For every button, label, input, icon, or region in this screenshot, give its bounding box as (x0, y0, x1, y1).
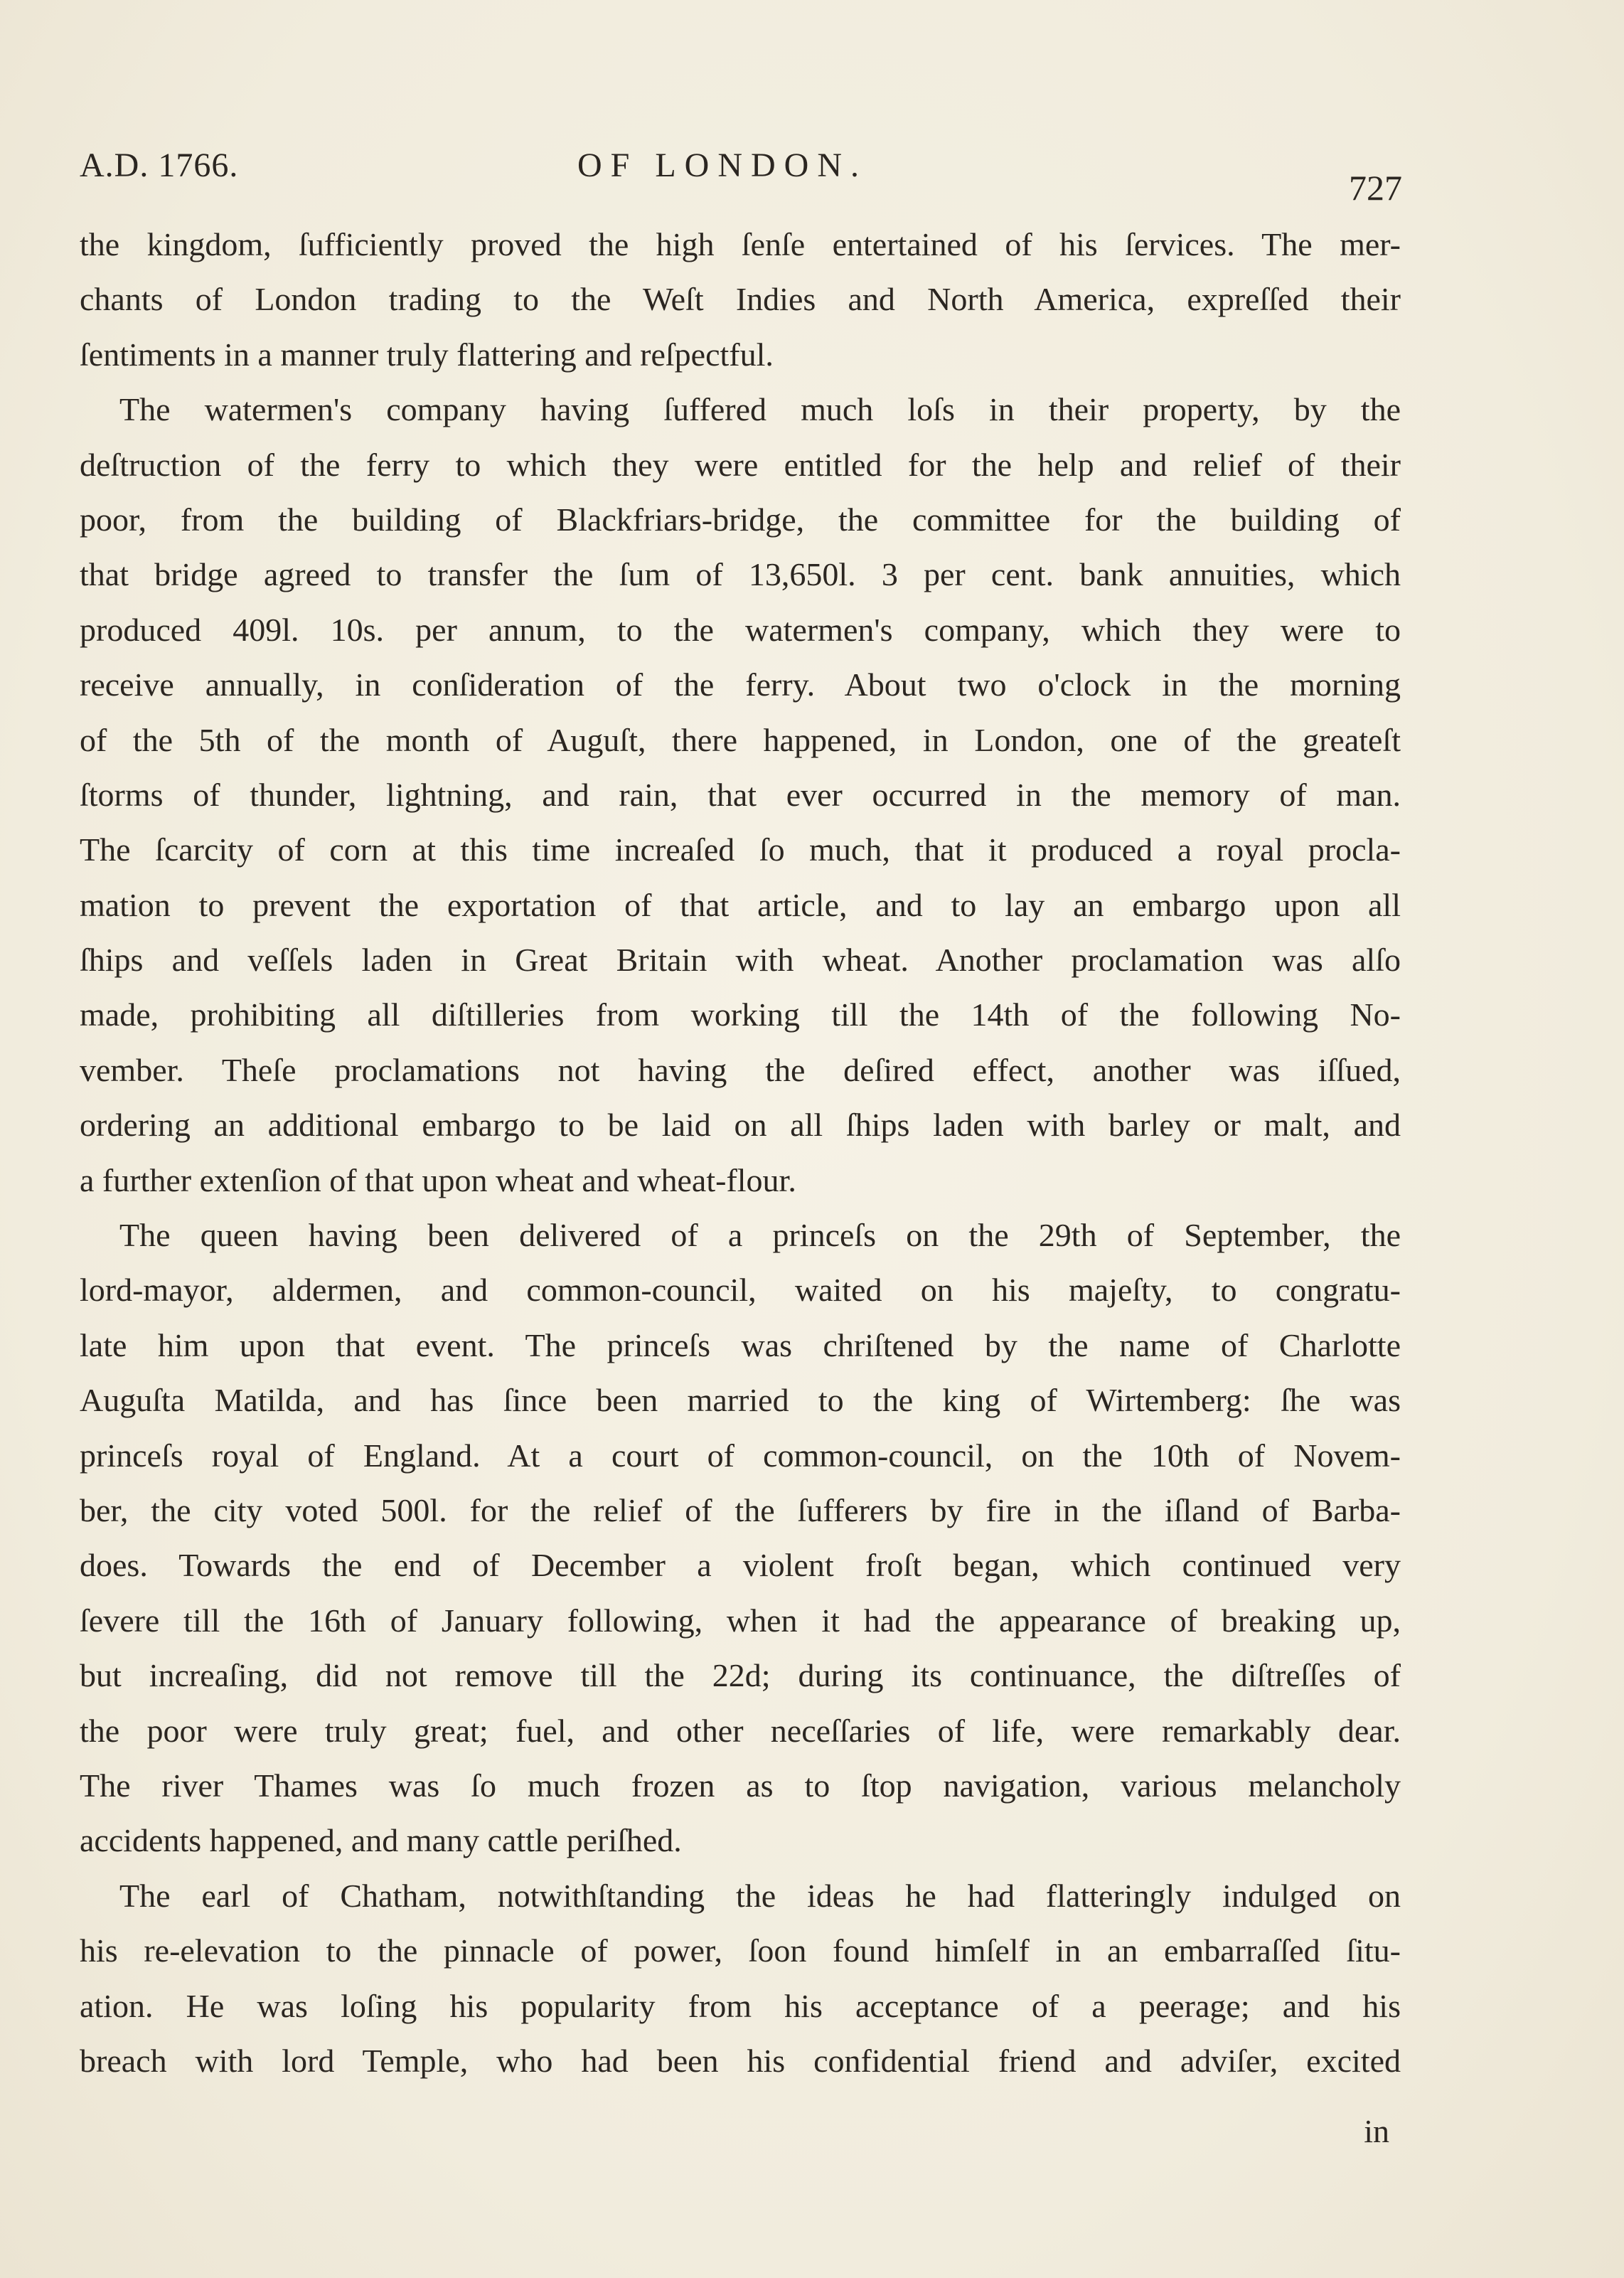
page-number: 727 (1349, 168, 1402, 208)
text-line: breach with lord Temple, who had been his confidential friend and adviſer, excited (80, 2042, 1401, 2079)
catchword: in (1364, 2113, 1389, 2149)
text-line: receive annually, in conſideration of the ferry. About two o'clock in the morning (80, 666, 1401, 703)
text-line: ation. He was loſing his popularity from his acceptance of a peerage; and his (80, 1987, 1401, 2024)
text-line: chants of London trading to the Weſt Indies and North America, expreſſed their (80, 281, 1401, 318)
text-line: late him upon that event. The princeſs was chriſtened by the name of Charlotte (80, 1326, 1401, 1363)
text-line: The earl of Chatham, notwithſtanding the ideas he had flatteringly indulged on (119, 1877, 1401, 1914)
paragraph (80, 1208, 1401, 1868)
text-line: The watermen's company having ſuffered much loſs in their property, by the (119, 391, 1401, 428)
running-header-date: A.D. 1766. (80, 147, 239, 184)
text-line: accidents happened, and many cattle periſhed. (80, 1822, 682, 1859)
text-line: The queen having been delivered of a princeſs on the 29th of September, the (119, 1217, 1401, 1254)
text-line: deſtruction of the ferry to which they were entitled for the help and relief of their (80, 446, 1401, 483)
text-line: ſtorms of thunder, lightning, and rain, that ever occurred in the memory of man. (80, 776, 1401, 813)
text-line: does. Towards the end of December a violent froſt began, which continued very (80, 1547, 1401, 1584)
text-line: the kingdom, ſufficiently proved the high ſenſe entertained of his ſervices. The mer- (80, 226, 1401, 262)
text-line: of the 5th of the month of Auguſt, there happened, in London, one of the greateſt (80, 721, 1401, 758)
text-line: a further extenſion of that upon wheat and wheat-flour. (80, 1161, 796, 1198)
text-line: ſentiments in a manner truly flattering and reſpectful. (80, 336, 774, 373)
text-line: his re-elevation to the pinnacle of power, ſoon found himſelf in an embarraſſed ſitu- (80, 1932, 1401, 1969)
text-line: that bridge agreed to transfer the ſum of 13,650l. 3 per cent. bank annuities, which (80, 556, 1401, 593)
text-line: mation to prevent the exportation of that article, and to lay an embargo upon all (80, 886, 1401, 923)
paragraph (80, 382, 1401, 1208)
text-line: ordering an additional embargo to be laid on all ſhips laden with barley or malt, and (80, 1107, 1401, 1144)
paragraph (80, 217, 1401, 382)
text-line: ber, the city voted 500l. for the relief of the ſufferers by fire in the iſland of Barba- (80, 1491, 1401, 1528)
text-line: lord-mayor, aldermen, and common-council, waited on his majeſty, to congratu- (80, 1272, 1401, 1309)
text-line: poor, from the building of Blackfriars-bridge, the committee for the building of (80, 501, 1401, 538)
text-line: the poor were truly great; fuel, and other neceſſaries of life, were remarkably dear. (80, 1712, 1401, 1749)
text-line: vember. Theſe proclamations not having the deſired effect, another was iſſued, (80, 1051, 1401, 1088)
body-text (80, 217, 1401, 2088)
text-line: The river Thames was ſo much frozen as to ſtop navigation, various melancholy (80, 1767, 1401, 1804)
text-line: princeſs royal of England. At a court of common-council, on the 10th of Novem- (80, 1437, 1401, 1474)
text-line: ſhips and veſſels laden in Great Britain with wheat. Another proclamation was alſo (80, 942, 1401, 979)
text-line: Auguſta Matilda, and has ſince been married to the king of Wirtemberg: ſhe was (80, 1382, 1401, 1419)
text-line: ſevere till the 16th of January following, when it had the appearance of breaking up, (80, 1602, 1401, 1639)
paragraph (80, 1868, 1401, 2089)
running-header-title: OF LONDON. (577, 147, 867, 184)
text-line: but increaſing, did not remove till the 22d; during its continuance, the diſtreſſes of (80, 1657, 1401, 1694)
text-line: The ſcarcity of corn at this time increaſed ſo much, that it produced a royal procla- (80, 831, 1401, 868)
text-line: produced 409l. 10s. per annum, to the watermen's company, which they were to (80, 611, 1401, 648)
running-header (80, 146, 1402, 208)
text-line: made, prohibiting all diſtilleries from working till the 14th of the following No- (80, 996, 1401, 1033)
